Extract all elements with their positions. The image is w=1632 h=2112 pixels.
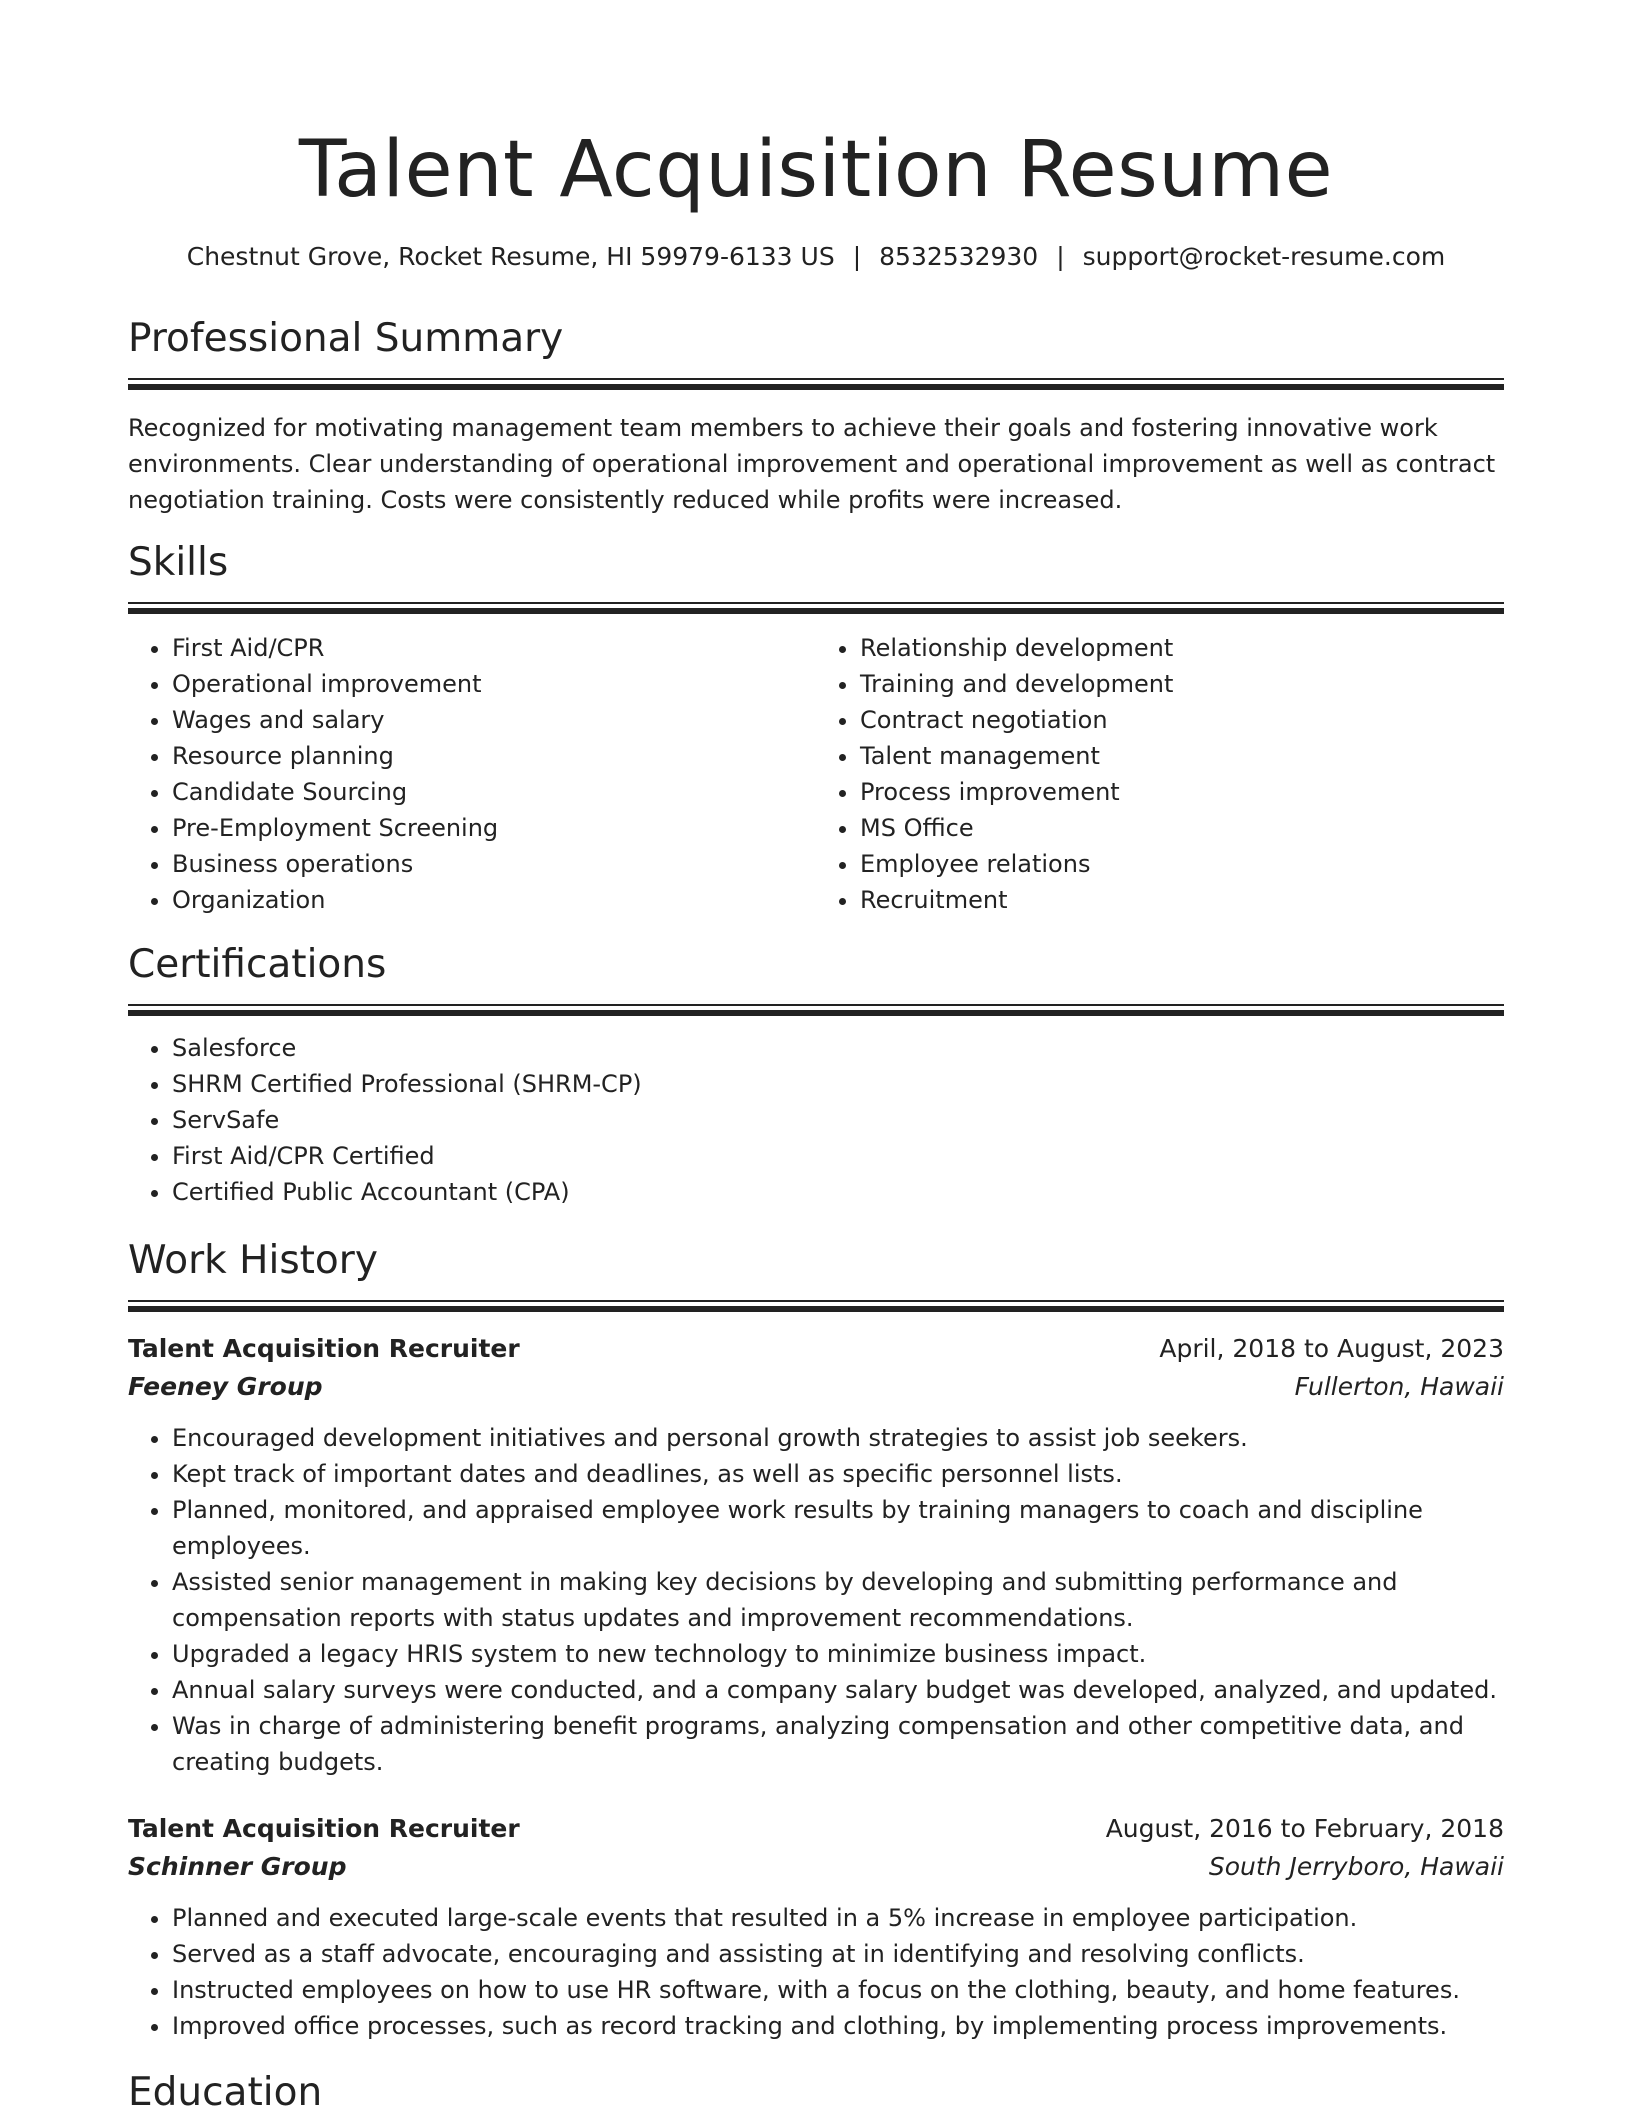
job-title: Talent Acquisition Recruiter [128,1814,520,1843]
section-heading-summary: Professional Summary [128,316,564,361]
skill-item: • Pre-Employment Screening [172,810,816,846]
job-header [128,1810,1504,1848]
section-divider [128,378,1504,390]
contact-separator: | [1056,242,1065,271]
section-heading-education: Education [128,2070,323,2112]
contact-email: support@rocket-resume.com [1082,242,1446,271]
job-dates: August, 2016 to February, 2018 [1105,1814,1504,1843]
skill-item: • Process improvement [860,774,1504,810]
skills-grid [128,630,1504,918]
certification-item: • SHRM Certified Professional (SHRM-CP) [172,1066,1504,1102]
job-subheader [128,1848,1504,1886]
job-company: Schinner Group [128,1852,347,1881]
job-bullet: • Upgraded a legacy HRIS system to new technology to minimize business impact. [172,1636,1504,1672]
job-bullet: • Served as a staff advocate, encouraging and assisting at in identifying and resolving conflicts. [172,1936,1504,1972]
job-bullets [128,1900,1504,2044]
summary-section [128,314,1504,518]
work-history-section [128,1236,1504,2044]
job-bullet: • Instructed employees on how to use HR software, with a focus on the clothing, beauty, and home features. [172,1972,1504,2008]
job-location: Fullerton, Hawaii [1294,1372,1504,1401]
skill-item: • Training and development [860,666,1504,702]
job-bullet: • Encouraged development initiatives and personal growth strategies to assist job seekers. [172,1420,1504,1456]
education-section [128,2068,1504,2112]
contact-separator: | [852,242,862,271]
skill-item: • Recruitment [860,882,1504,918]
certifications-section [128,940,1504,1210]
skills-list-right [816,630,1504,918]
section-heading-skills: Skills [128,540,229,585]
skill-item: • Candidate Sourcing [172,774,816,810]
job-entry [128,1810,1504,2044]
certification-item: • ServSafe [172,1102,1504,1138]
section-heading-certifications: Certifications [128,942,387,987]
certification-item: • Salesforce [172,1030,1504,1066]
skill-item: • First Aid/CPR [172,630,816,666]
skill-item: • Operational improvement [172,666,816,702]
section-heading-work-history: Work History [128,1238,378,1283]
job-entry [128,1330,1504,1780]
job-bullet: • Assisted senior management in making key decisions by developing and submitting performance and compensation reports with status updates and improvement recommendations. [172,1564,1504,1636]
skill-item: • Business operations [172,846,816,882]
contact-address: Chestnut Grove, Rocket Resume, HI 59979-6133 US [186,242,835,271]
certifications-list [128,1030,1504,1210]
skill-item: • Wages and salary [172,702,816,738]
summary-text: Recognized for motivating management team members to achieve their goals and fostering innovative work environments. Clear understanding of operational improvement and operational improvement as well as contract negotiation training. Costs were consistently reduced while profits were increased. [128,414,1496,514]
contact-line [128,240,1504,274]
job-bullet: • Was in charge of administering benefit programs, analyzing compensation and other competitive data, and creating budgets. [172,1708,1504,1780]
skill-item: • Contract negotiation [860,702,1504,738]
skill-item: • Organization [172,882,816,918]
skill-item: • Employee relations [860,846,1504,882]
job-header [128,1330,1504,1368]
job-company: Feeney Group [128,1372,323,1401]
section-divider [128,1300,1504,1312]
job-bullets [128,1420,1504,1780]
section-divider [128,1004,1504,1016]
skills-section [128,538,1504,918]
certification-item: • First Aid/CPR Certified [172,1138,1504,1174]
resume-title: Talent Acquisition Resume [298,125,1334,215]
job-bullet: • Kept track of important dates and deadlines, as well as specific personnel lists. [172,1456,1504,1492]
skills-list-left [128,630,816,918]
job-title: Talent Acquisition Recruiter [128,1334,520,1363]
job-bullet: • Improved office processes, such as record tracking and clothing, by implementing process improvements. [172,2008,1504,2044]
job-subheader [128,1368,1504,1406]
job-bullet: • Planned, monitored, and appraised employee work results by training managers to coach and discipline employees. [172,1492,1504,1564]
job-bullet: • Annual salary surveys were conducted, and a company salary budget was developed, analyzed, and updated. [172,1672,1504,1708]
contact-phone: 8532532930 [879,242,1039,271]
certification-item: • Certified Public Accountant (CPA) [172,1174,1504,1210]
job-location: South Jerryboro, Hawaii [1208,1852,1504,1881]
job-dates: April, 2018 to August, 2023 [1159,1334,1504,1363]
section-divider [128,602,1504,614]
job-bullet: • Planned and executed large-scale events that resulted in a 5% increase in employee participation. [172,1900,1504,1936]
skill-item: • Resource planning [172,738,816,774]
skill-item: • Talent management [860,738,1504,774]
skill-item: • Relationship development [860,630,1504,666]
skill-item: • MS Office [860,810,1504,846]
